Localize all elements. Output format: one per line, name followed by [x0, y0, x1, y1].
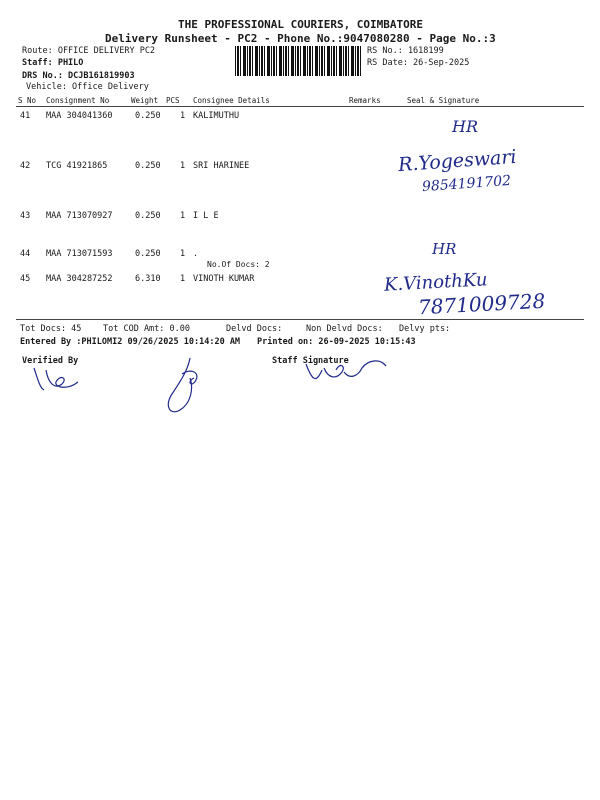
col-pcs: PCS — [166, 96, 180, 105]
col-consignment: Consignment No — [46, 96, 110, 105]
printed-on: Printed on: 26-09-2025 10:15:43 — [257, 337, 416, 347]
row-pcs: 1 — [180, 249, 186, 259]
entered-by-signature — [160, 354, 220, 418]
col-seal-signature: Seal & Signature — [407, 96, 480, 105]
entered-by: Entered By :PHILOMI2 09/26/2025 10:14:20 AM — [20, 337, 241, 347]
handwritten-hr-initials: HR — [432, 240, 457, 258]
delivery-points: Delvy pts: — [399, 324, 451, 334]
col-remarks: Remarks — [349, 96, 381, 105]
rs-number: RS No.: 1618199 — [367, 46, 444, 56]
row-pcs: 1 — [180, 274, 186, 284]
staff-signature-label: Staff Signature — [272, 356, 349, 366]
row-sno: 45 — [20, 274, 31, 284]
row-consignee: KALIMUTHU — [193, 111, 240, 121]
row-consignment: TCG 41921865 — [46, 161, 108, 171]
row-consignee: SRI HARINEE — [193, 161, 250, 171]
row-weight: 0.250 — [135, 211, 161, 221]
row-pcs: 1 — [180, 211, 186, 221]
company-name: THE PROFESSIONAL COURIERS, COIMBATORE — [178, 18, 424, 31]
rs-date: RS Date: 26-Sep-2025 — [367, 58, 470, 68]
row-consignment: MAA 713070927 — [46, 211, 113, 221]
row-consignment: MAA 304287252 — [46, 274, 113, 284]
total-docs: Tot Docs: 45 — [20, 324, 82, 334]
barcode — [235, 46, 363, 76]
row-sno: 41 — [20, 111, 31, 121]
handwritten-signature-name: K.VinothKu — [383, 269, 488, 296]
runsheet-subtitle: Delivery Runsheet - PC2 - Phone No.:9047080280 - Page No.:3 — [105, 32, 496, 45]
delivered-docs: Delvd Docs: — [226, 324, 283, 334]
non-delivered-docs: Non Delvd Docs: — [306, 324, 383, 334]
total-cod-amount: Tot COD Amt: 0.00 — [103, 324, 190, 334]
row-weight: 0.250 — [135, 111, 161, 121]
drs-number: DRS No.: DCJB161819903 — [22, 71, 135, 81]
row-consignee: I L E — [193, 211, 219, 221]
row-doc-count-note: No.Of Docs: 2 — [207, 260, 270, 269]
verified-signature — [28, 360, 88, 396]
row-sno: 44 — [20, 249, 31, 259]
col-sno: S No — [18, 96, 37, 105]
row-pcs: 1 — [180, 161, 186, 171]
row-sno: 42 — [20, 161, 31, 171]
col-weight: Weight — [131, 96, 159, 105]
row-sno: 43 — [20, 211, 31, 221]
header-divider — [16, 106, 584, 107]
col-consignee: Consignee Details — [193, 96, 270, 105]
row-pcs: 1 — [180, 111, 186, 121]
vehicle-label: Vehicle: Office Delivery — [26, 82, 149, 92]
row-consignee: . — [193, 249, 199, 259]
row-weight: 0.250 — [135, 249, 161, 259]
row-consignee: VINOTH KUMAR — [193, 274, 255, 284]
staff-signature — [300, 350, 390, 390]
handwritten-phone: 9854191702 — [421, 172, 512, 196]
row-consignment: MAA 304041360 — [46, 111, 113, 121]
verified-by-label: Verified By — [22, 356, 79, 366]
route-label: Route: OFFICE DELIVERY PC2 — [22, 46, 156, 56]
handwritten-hr-initials: HR — [452, 117, 478, 136]
footer-divider — [16, 319, 584, 320]
row-consignment: MAA 713071593 — [46, 249, 113, 259]
row-weight: 0.250 — [135, 161, 161, 171]
handwritten-signature-name: R.Yogeswari — [397, 145, 518, 177]
staff-label: Staff: PHILO — [22, 58, 84, 68]
handwritten-phone: 7871009728 — [417, 288, 546, 320]
row-weight: 6.310 — [135, 274, 161, 284]
